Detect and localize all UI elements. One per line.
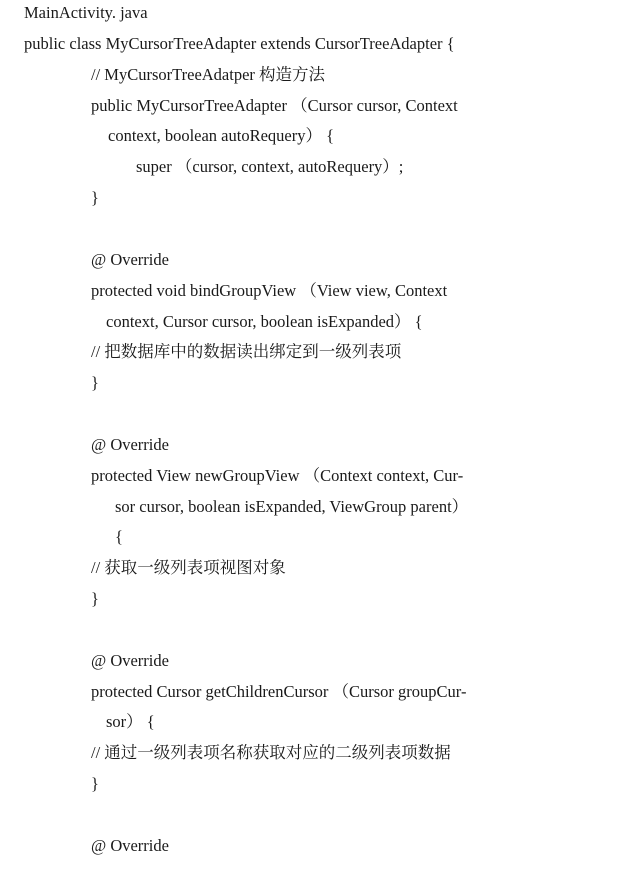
code-line: protected Cursor getChildrenCursor （Cursor groupCur- — [91, 682, 467, 701]
code-comment: // 把数据库中的数据读出绑定到一级列表项 — [91, 342, 402, 361]
code-line: public class MyCursorTreeAdapter extends CursorTreeAdapter { — [24, 34, 455, 53]
code-comment: // 通过一级列表项名称获取对应的二级列表项数据 — [91, 743, 451, 762]
code-annotation: @ Override — [91, 435, 169, 454]
code-annotation: @ Override — [91, 651, 169, 670]
code-brace: } — [91, 589, 99, 608]
code-filename: MainActivity. java — [24, 3, 148, 22]
code-brace: } — [91, 774, 99, 793]
code-brace: { — [115, 527, 123, 546]
code-annotation: @ Override — [91, 836, 169, 855]
code-line: sor cursor, boolean isExpanded, ViewGroup parent） — [115, 497, 469, 516]
code-brace: } — [91, 373, 99, 392]
code-line: super （cursor, context, autoRequery）; — [136, 157, 404, 176]
code-brace: } — [91, 188, 99, 207]
code-line: public MyCursorTreeAdapter （Cursor cursor, Context — [91, 96, 458, 115]
code-line: sor） { — [106, 712, 155, 731]
code-comment: // MyCursorTreeAdatper 构造方法 — [91, 65, 326, 84]
code-annotation: @ Override — [91, 250, 169, 269]
code-line: context, Cursor cursor, boolean isExpanded） { — [106, 312, 423, 331]
code-comment: // 获取一级列表项视图对象 — [91, 558, 286, 577]
code-line: protected View newGroupView （Context context, Cur- — [91, 466, 464, 485]
code-line: context, boolean autoRequery） { — [108, 126, 335, 145]
code-line: protected void bindGroupView （View view, Context — [91, 281, 448, 300]
